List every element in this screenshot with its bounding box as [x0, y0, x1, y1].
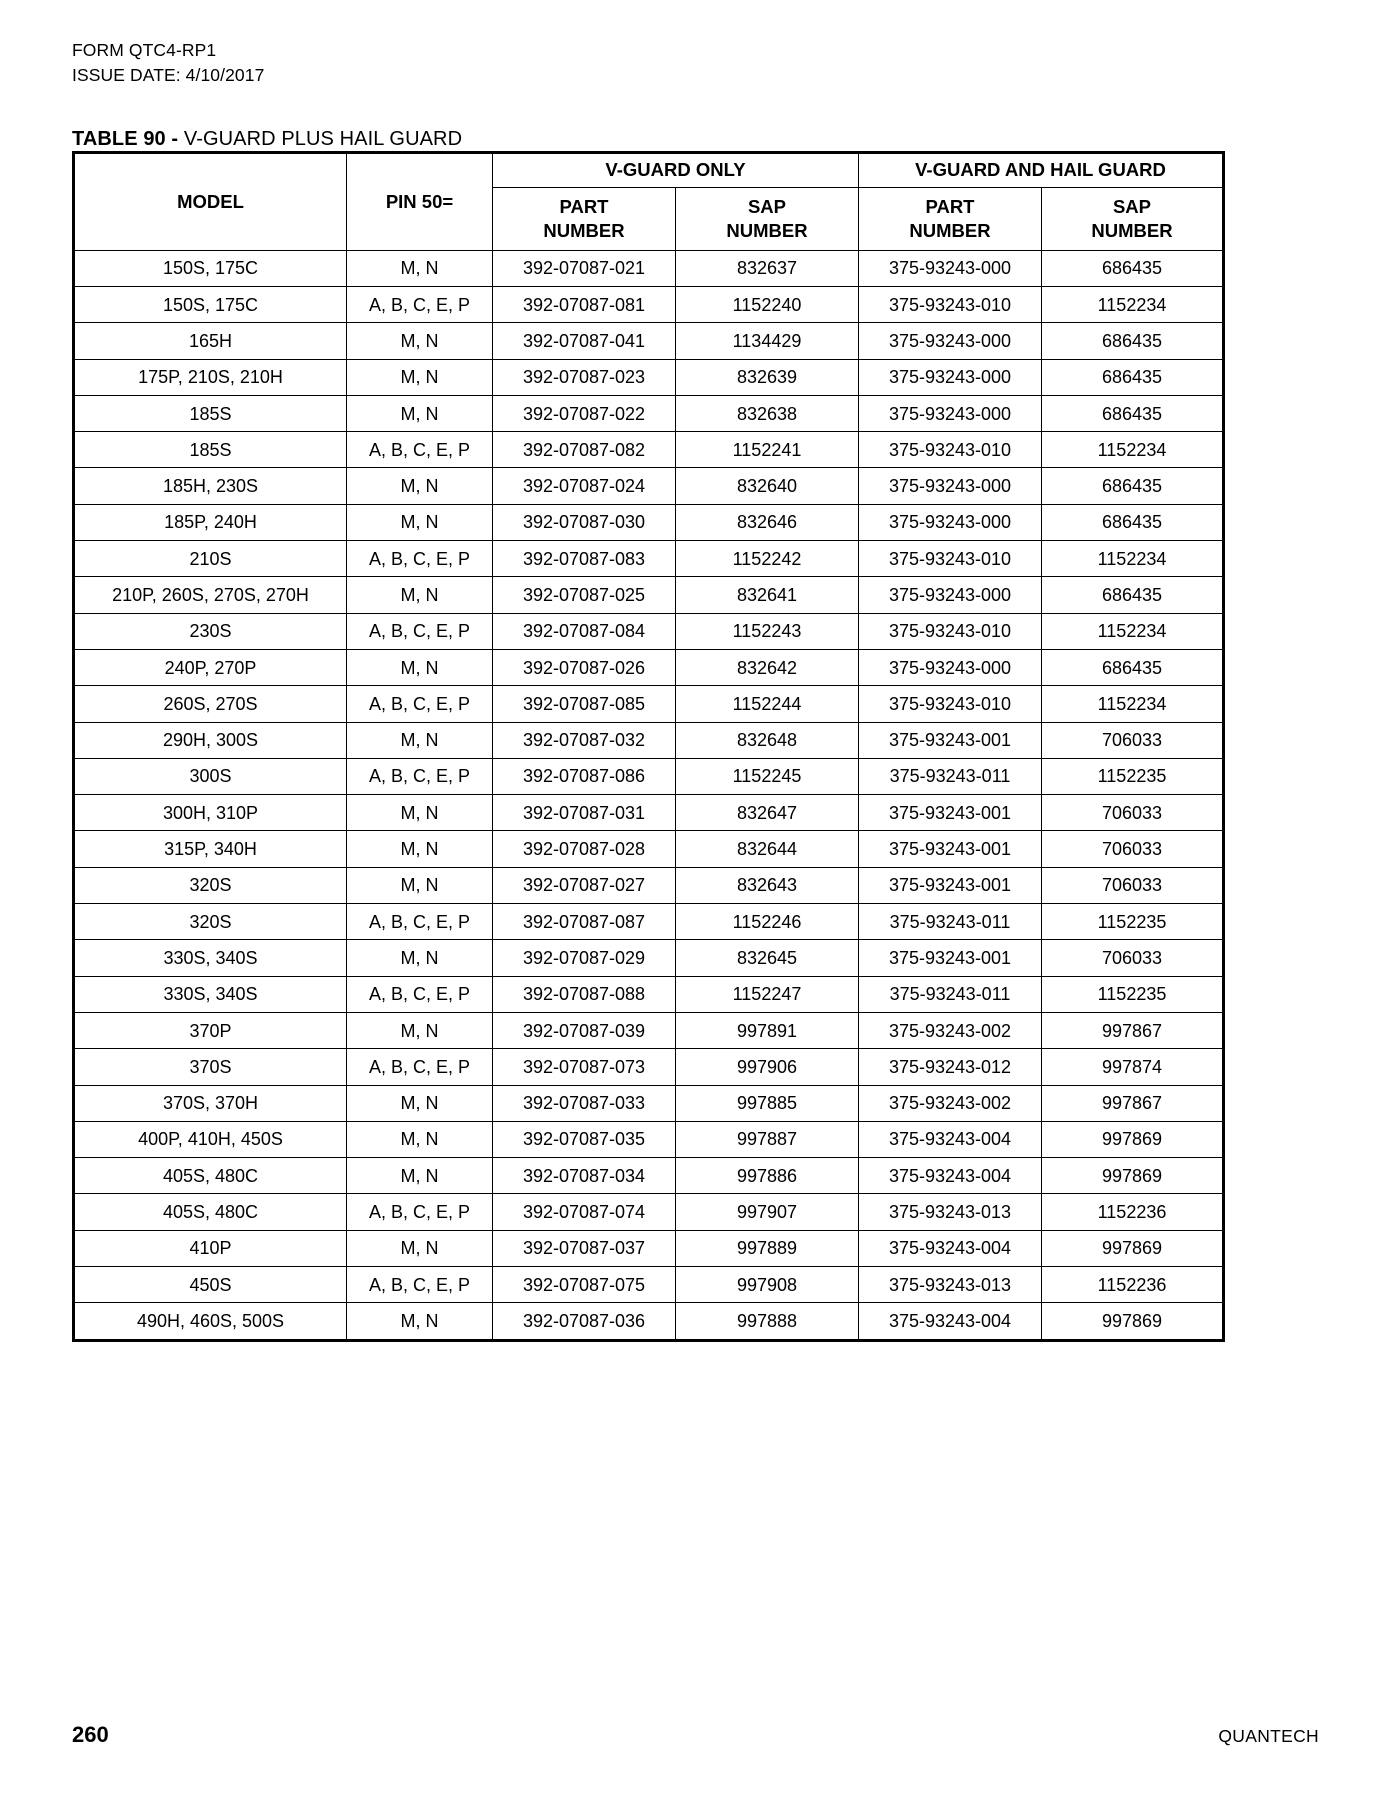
- cell-vghg-sap-number: 686435: [1042, 359, 1223, 395]
- cell-vg-sap-number: 832646: [676, 504, 859, 540]
- cell-vg-sap-number: 997888: [676, 1303, 859, 1339]
- cell-vg-part-number: 392-07087-033: [493, 1085, 676, 1121]
- cell-vg-sap-number: 832640: [676, 468, 859, 504]
- cell-vg-sap-number: 832641: [676, 577, 859, 613]
- vg-sap-line1: SAP: [747, 196, 787, 218]
- cell-vghg-part-number: 375-93243-000: [859, 395, 1042, 431]
- cell-vghg-part-number: 375-93243-002: [859, 1085, 1042, 1121]
- column-header-vg-part-number: [493, 187, 676, 250]
- cell-model: 290H, 300S: [75, 722, 347, 758]
- table-row: [75, 904, 1223, 940]
- cell-vg-sap-number: 1152247: [676, 976, 859, 1012]
- cell-model: 315P, 340H: [75, 831, 347, 867]
- vghg-part-line1: PART: [925, 196, 975, 218]
- group-header-v-guard-only: V-GUARD ONLY: [493, 153, 859, 187]
- cell-vghg-part-number: 375-93243-001: [859, 795, 1042, 831]
- cell-pin: A, B, C, E, P: [347, 1267, 493, 1303]
- cell-vg-sap-number: 1152246: [676, 904, 859, 940]
- cell-vghg-part-number: 375-93243-010: [859, 613, 1042, 649]
- cell-model: 370P: [75, 1012, 347, 1048]
- page-number: 260: [72, 1722, 109, 1747]
- cell-vg-sap-number: 997891: [676, 1012, 859, 1048]
- cell-pin: M, N: [347, 359, 493, 395]
- cell-vghg-sap-number: 997869: [1042, 1230, 1223, 1266]
- cell-vg-part-number: 392-07087-081: [493, 286, 676, 322]
- cell-vghg-sap-number: 686435: [1042, 577, 1223, 613]
- cell-pin: A, B, C, E, P: [347, 613, 493, 649]
- table-row: [75, 1303, 1223, 1339]
- cell-vg-sap-number: 832637: [676, 250, 859, 286]
- cell-vghg-sap-number: 997869: [1042, 1158, 1223, 1194]
- cell-pin: M, N: [347, 722, 493, 758]
- cell-pin: A, B, C, E, P: [347, 1049, 493, 1085]
- cell-vg-part-number: 392-07087-085: [493, 686, 676, 722]
- table-title-text: V-GUARD PLUS HAIL GUARD: [178, 127, 463, 150]
- table-outer-border: [72, 151, 1225, 1342]
- cell-pin: M, N: [347, 1012, 493, 1048]
- vg-part-line1: PART: [559, 196, 609, 218]
- cell-pin: M, N: [347, 831, 493, 867]
- cell-vg-sap-number: 832647: [676, 795, 859, 831]
- table-title: [72, 128, 1319, 151]
- company-name: QUANTECH: [1218, 1726, 1319, 1746]
- cell-vg-sap-number: 1152240: [676, 286, 859, 322]
- cell-vg-part-number: 392-07087-023: [493, 359, 676, 395]
- cell-vghg-sap-number: 1152234: [1042, 613, 1223, 649]
- cell-vg-part-number: 392-07087-028: [493, 831, 676, 867]
- cell-vghg-part-number: 375-93243-000: [859, 577, 1042, 613]
- table-row: [75, 504, 1223, 540]
- table-head: [75, 153, 1223, 250]
- cell-vghg-part-number: 375-93243-010: [859, 541, 1042, 577]
- cell-model: 300H, 310P: [75, 795, 347, 831]
- cell-pin: M, N: [347, 395, 493, 431]
- cell-vghg-sap-number: 686435: [1042, 323, 1223, 359]
- cell-vg-sap-number: 1152243: [676, 613, 859, 649]
- cell-vg-sap-number: 997887: [676, 1121, 859, 1157]
- cell-vg-part-number: 392-07087-087: [493, 904, 676, 940]
- cell-vghg-sap-number: 1152234: [1042, 686, 1223, 722]
- cell-model: 330S, 340S: [75, 976, 347, 1012]
- cell-vghg-sap-number: 997869: [1042, 1303, 1223, 1339]
- table-row: [75, 758, 1223, 794]
- cell-vghg-part-number: 375-93243-002: [859, 1012, 1042, 1048]
- cell-vghg-part-number: 375-93243-000: [859, 323, 1042, 359]
- document-header: [72, 38, 1319, 88]
- cell-vghg-part-number: 375-93243-013: [859, 1194, 1042, 1230]
- cell-vghg-part-number: 375-93243-004: [859, 1121, 1042, 1157]
- cell-vghg-sap-number: 706033: [1042, 722, 1223, 758]
- cell-vghg-sap-number: 686435: [1042, 395, 1223, 431]
- cell-pin: A, B, C, E, P: [347, 976, 493, 1012]
- cell-pin: M, N: [347, 795, 493, 831]
- table-row: [75, 1012, 1223, 1048]
- cell-model: 330S, 340S: [75, 940, 347, 976]
- cell-vghg-sap-number: 1152235: [1042, 758, 1223, 794]
- cell-pin: A, B, C, E, P: [347, 541, 493, 577]
- cell-vghg-part-number: 375-93243-004: [859, 1303, 1042, 1339]
- cell-vghg-sap-number: 706033: [1042, 940, 1223, 976]
- cell-vghg-sap-number: 706033: [1042, 795, 1223, 831]
- cell-vghg-part-number: 375-93243-000: [859, 468, 1042, 504]
- cell-vg-part-number: 392-07087-026: [493, 649, 676, 685]
- cell-vg-part-number: 392-07087-029: [493, 940, 676, 976]
- table-row: [75, 1121, 1223, 1157]
- cell-pin: A, B, C, E, P: [347, 686, 493, 722]
- table-row: [75, 468, 1223, 504]
- table-row: [75, 795, 1223, 831]
- cell-vg-sap-number: 997908: [676, 1267, 859, 1303]
- table-row: [75, 1085, 1223, 1121]
- cell-vghg-sap-number: 1152235: [1042, 976, 1223, 1012]
- cell-vghg-part-number: 375-93243-011: [859, 904, 1042, 940]
- cell-vg-part-number: 392-07087-084: [493, 613, 676, 649]
- v-guard-table: [74, 153, 1223, 1340]
- cell-vg-part-number: 392-07087-082: [493, 432, 676, 468]
- cell-pin: M, N: [347, 504, 493, 540]
- form-number: FORM QTC4-RP1: [72, 40, 217, 60]
- cell-vghg-part-number: 375-93243-000: [859, 504, 1042, 540]
- cell-vghg-part-number: 375-93243-004: [859, 1230, 1042, 1266]
- column-header-pin: PIN 50=: [347, 153, 493, 250]
- table-title-label: TABLE 90 -: [72, 127, 179, 150]
- table-row: [75, 686, 1223, 722]
- table-row: [75, 722, 1223, 758]
- column-header-vghg-part-number: [859, 187, 1042, 250]
- cell-vg-part-number: 392-07087-073: [493, 1049, 676, 1085]
- cell-vg-sap-number: 997906: [676, 1049, 859, 1085]
- table-row: [75, 649, 1223, 685]
- table-row: [75, 940, 1223, 976]
- cell-pin: A, B, C, E, P: [347, 904, 493, 940]
- table-row: [75, 976, 1223, 1012]
- cell-pin: M, N: [347, 250, 493, 286]
- cell-vghg-sap-number: 1152235: [1042, 904, 1223, 940]
- cell-vg-sap-number: 997885: [676, 1085, 859, 1121]
- cell-vg-sap-number: 997886: [676, 1158, 859, 1194]
- header-row-groups: [75, 153, 1223, 187]
- cell-pin: M, N: [347, 1121, 493, 1157]
- cell-pin: M, N: [347, 1085, 493, 1121]
- cell-model: 240P, 270P: [75, 649, 347, 685]
- issue-date: ISSUE DATE: 4/10/2017: [72, 64, 265, 85]
- cell-pin: A, B, C, E, P: [347, 758, 493, 794]
- table-row: [75, 867, 1223, 903]
- vg-part-line2: NUMBER: [543, 219, 625, 241]
- cell-vghg-sap-number: 997867: [1042, 1012, 1223, 1048]
- cell-pin: A, B, C, E, P: [347, 286, 493, 322]
- cell-pin: A, B, C, E, P: [347, 1194, 493, 1230]
- table-row: [75, 323, 1223, 359]
- table-row: [75, 286, 1223, 322]
- vghg-sap-line2: NUMBER: [1091, 219, 1173, 241]
- cell-model: 175P, 210S, 210H: [75, 359, 347, 395]
- cell-pin: M, N: [347, 323, 493, 359]
- vghg-sap-line1: SAP: [1112, 196, 1152, 218]
- column-header-vghg-sap-number: [1042, 187, 1223, 250]
- cell-vg-part-number: 392-07087-024: [493, 468, 676, 504]
- cell-vghg-part-number: 375-93243-000: [859, 649, 1042, 685]
- cell-vg-part-number: 392-07087-027: [493, 867, 676, 903]
- table-row: [75, 1049, 1223, 1085]
- cell-model: 405S, 480C: [75, 1194, 347, 1230]
- cell-vg-part-number: 392-07087-037: [493, 1230, 676, 1266]
- column-header-model: MODEL: [75, 153, 347, 250]
- vghg-part-line2: NUMBER: [909, 219, 991, 241]
- cell-vghg-sap-number: 1152236: [1042, 1267, 1223, 1303]
- table-row: [75, 1194, 1223, 1230]
- cell-vg-sap-number: 997889: [676, 1230, 859, 1266]
- cell-vghg-sap-number: 997869: [1042, 1121, 1223, 1157]
- cell-vg-part-number: 392-07087-034: [493, 1158, 676, 1194]
- cell-model: 165H: [75, 323, 347, 359]
- cell-vg-sap-number: 832644: [676, 831, 859, 867]
- cell-pin: M, N: [347, 649, 493, 685]
- cell-vg-sap-number: 832645: [676, 940, 859, 976]
- cell-vghg-part-number: 375-93243-001: [859, 722, 1042, 758]
- cell-vg-part-number: 392-07087-083: [493, 541, 676, 577]
- cell-vg-part-number: 392-07087-041: [493, 323, 676, 359]
- table-row: [75, 1158, 1223, 1194]
- cell-pin: M, N: [347, 867, 493, 903]
- cell-vghg-part-number: 375-93243-010: [859, 286, 1042, 322]
- cell-vg-sap-number: 832639: [676, 359, 859, 395]
- cell-vg-sap-number: 1152244: [676, 686, 859, 722]
- cell-model: 370S, 370H: [75, 1085, 347, 1121]
- cell-vg-part-number: 392-07087-032: [493, 722, 676, 758]
- cell-model: 320S: [75, 904, 347, 940]
- cell-vghg-part-number: 375-93243-001: [859, 831, 1042, 867]
- cell-vghg-part-number: 375-93243-011: [859, 976, 1042, 1012]
- cell-vghg-part-number: 375-93243-004: [859, 1158, 1042, 1194]
- cell-vghg-part-number: 375-93243-013: [859, 1267, 1042, 1303]
- cell-model: 405S, 480C: [75, 1158, 347, 1194]
- cell-model: 150S, 175C: [75, 250, 347, 286]
- cell-model: 185S: [75, 432, 347, 468]
- table-row: [75, 1267, 1223, 1303]
- cell-vghg-sap-number: 997867: [1042, 1085, 1223, 1121]
- cell-vghg-sap-number: 1152236: [1042, 1194, 1223, 1230]
- table-row: [75, 613, 1223, 649]
- cell-model: 490H, 460S, 500S: [75, 1303, 347, 1339]
- cell-vg-part-number: 392-07087-075: [493, 1267, 676, 1303]
- cell-vg-part-number: 392-07087-086: [493, 758, 676, 794]
- cell-vg-sap-number: 1152242: [676, 541, 859, 577]
- cell-vghg-part-number: 375-93243-010: [859, 686, 1042, 722]
- cell-vghg-sap-number: 686435: [1042, 468, 1223, 504]
- cell-model: 320S: [75, 867, 347, 903]
- cell-vg-part-number: 392-07087-036: [493, 1303, 676, 1339]
- cell-vghg-sap-number: 686435: [1042, 649, 1223, 685]
- cell-vg-sap-number: 1134429: [676, 323, 859, 359]
- table-row: [75, 359, 1223, 395]
- cell-vghg-sap-number: 1152234: [1042, 432, 1223, 468]
- cell-model: 210P, 260S, 270S, 270H: [75, 577, 347, 613]
- cell-vg-sap-number: 1152245: [676, 758, 859, 794]
- cell-vghg-part-number: 375-93243-000: [859, 359, 1042, 395]
- cell-vg-sap-number: 832643: [676, 867, 859, 903]
- cell-pin: M, N: [347, 1158, 493, 1194]
- cell-model: 185H, 230S: [75, 468, 347, 504]
- cell-vghg-part-number: 375-93243-011: [859, 758, 1042, 794]
- cell-vghg-sap-number: 686435: [1042, 250, 1223, 286]
- page-footer: [72, 1722, 1319, 1748]
- cell-vghg-sap-number: 706033: [1042, 867, 1223, 903]
- cell-pin: M, N: [347, 1303, 493, 1339]
- cell-vghg-sap-number: 997874: [1042, 1049, 1223, 1085]
- cell-pin: M, N: [347, 940, 493, 976]
- cell-vg-sap-number: 832642: [676, 649, 859, 685]
- table-row: [75, 831, 1223, 867]
- cell-vg-part-number: 392-07087-030: [493, 504, 676, 540]
- cell-vg-part-number: 392-07087-039: [493, 1012, 676, 1048]
- cell-pin: M, N: [347, 1230, 493, 1266]
- table-row: [75, 1230, 1223, 1266]
- cell-model: 210S: [75, 541, 347, 577]
- cell-vghg-part-number: 375-93243-010: [859, 432, 1042, 468]
- cell-vghg-sap-number: 1152234: [1042, 286, 1223, 322]
- cell-vg-sap-number: 832648: [676, 722, 859, 758]
- vg-sap-line2: NUMBER: [726, 219, 808, 241]
- table-row: [75, 577, 1223, 613]
- cell-vg-part-number: 392-07087-022: [493, 395, 676, 431]
- cell-model: 150S, 175C: [75, 286, 347, 322]
- table-row: [75, 541, 1223, 577]
- cell-model: 185S: [75, 395, 347, 431]
- cell-model: 185P, 240H: [75, 504, 347, 540]
- cell-model: 450S: [75, 1267, 347, 1303]
- cell-pin: M, N: [347, 577, 493, 613]
- table-row: [75, 432, 1223, 468]
- cell-vg-part-number: 392-07087-035: [493, 1121, 676, 1157]
- table-row: [75, 395, 1223, 431]
- cell-vghg-part-number: 375-93243-001: [859, 867, 1042, 903]
- cell-vghg-part-number: 375-93243-000: [859, 250, 1042, 286]
- cell-pin: M, N: [347, 468, 493, 504]
- table-body: [75, 250, 1223, 1339]
- table-row: [75, 250, 1223, 286]
- cell-vghg-part-number: 375-93243-001: [859, 940, 1042, 976]
- cell-model: 230S: [75, 613, 347, 649]
- cell-model: 370S: [75, 1049, 347, 1085]
- cell-vg-sap-number: 832638: [676, 395, 859, 431]
- cell-vg-part-number: 392-07087-088: [493, 976, 676, 1012]
- cell-vg-part-number: 392-07087-021: [493, 250, 676, 286]
- cell-vghg-sap-number: 686435: [1042, 504, 1223, 540]
- cell-model: 260S, 270S: [75, 686, 347, 722]
- cell-model: 300S: [75, 758, 347, 794]
- group-header-v-guard-and-hail-guard: V-GUARD AND HAIL GUARD: [859, 153, 1223, 187]
- cell-model: 410P: [75, 1230, 347, 1266]
- cell-vghg-sap-number: 1152234: [1042, 541, 1223, 577]
- cell-model: 400P, 410H, 450S: [75, 1121, 347, 1157]
- cell-vghg-part-number: 375-93243-012: [859, 1049, 1042, 1085]
- cell-vg-sap-number: 997907: [676, 1194, 859, 1230]
- column-header-vg-sap-number: [676, 187, 859, 250]
- cell-vg-part-number: 392-07087-025: [493, 577, 676, 613]
- cell-vg-part-number: 392-07087-031: [493, 795, 676, 831]
- cell-vg-part-number: 392-07087-074: [493, 1194, 676, 1230]
- cell-vg-sap-number: 1152241: [676, 432, 859, 468]
- cell-pin: A, B, C, E, P: [347, 432, 493, 468]
- cell-vghg-sap-number: 706033: [1042, 831, 1223, 867]
